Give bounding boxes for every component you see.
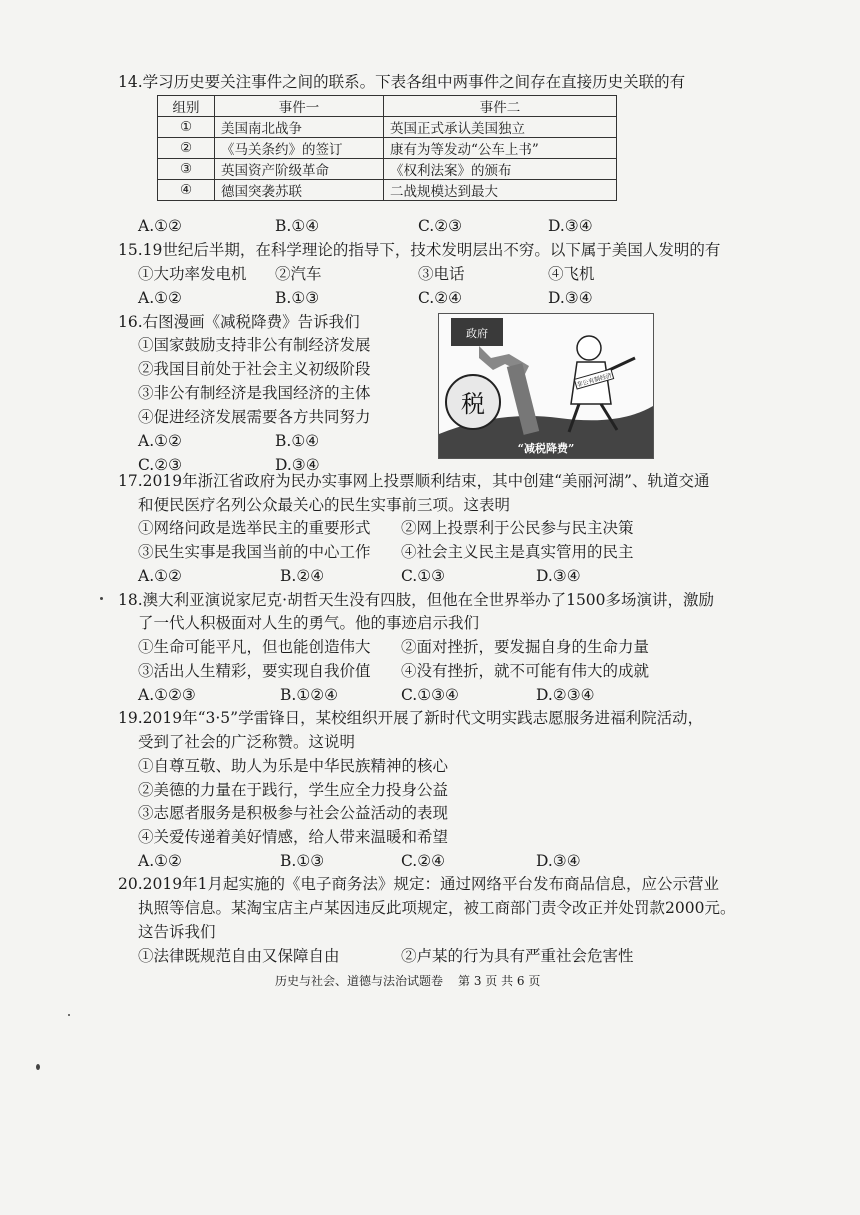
q15-item-2: ②汽车 — [275, 265, 322, 283]
table-cell: ① — [158, 117, 215, 138]
scan-speck — [68, 1014, 70, 1016]
q19-stem-line-2: 受到了社会的广泛称赞。这说明 — [138, 733, 356, 751]
q16-option-c: C.②③ — [138, 456, 183, 474]
cartoon-caption: “减税降费” — [517, 442, 575, 455]
table-header-group: 组别 — [158, 96, 215, 117]
q17-item-1: ①网络问政是选举民主的重要形式 — [138, 519, 371, 537]
q20-item-2: ②卢某的行为具有严重社会危害性 — [401, 947, 634, 965]
q15-option-c: C.②④ — [418, 289, 463, 307]
table-cell: 二战规模达到最大 — [384, 180, 617, 201]
q16-option-d: D.③④ — [275, 456, 320, 474]
footer-page-number: 第 3 页 共 6 页 — [458, 974, 541, 988]
scan-speck — [36, 1064, 40, 1070]
q19-option-b: B.①③ — [280, 852, 325, 870]
table-row — [158, 159, 617, 180]
q18-option-b: B.①②④ — [280, 686, 339, 704]
q18-item-3: ③活出人生精彩，要实现自我价值 — [138, 662, 371, 680]
table-cell: ④ — [158, 180, 215, 201]
table-cell: 德国突袭苏联 — [215, 180, 384, 201]
footer-subject: 历史与社会、道德与法治试题卷 — [275, 974, 444, 988]
q18-stem-line-1: 18.澳大利亚演说家尼克·胡哲天生没有四肢，但他在全世界举办了1500多场演讲，激励 — [118, 591, 715, 609]
q16-item-3: ③非公有制经济是我国经济的主体 — [138, 384, 371, 402]
q14-stem: 14.学习历史要关注事件之间的联系。下表各组中两事件之间存在直接历史关联的有 — [118, 73, 686, 91]
q19-stem-line-1: 19.2019年“3·5”学雷锋日，某校组织开展了新时代文明实践志愿服务进福利院活动， — [118, 709, 704, 727]
q17-option-a: A.①② — [138, 567, 182, 585]
q17-option-c: C.①③ — [401, 567, 446, 585]
q19-option-c: C.②④ — [401, 852, 446, 870]
q20-item-1: ①法律既规范自由又保障自由 — [138, 947, 340, 965]
table-row — [158, 117, 617, 138]
table-header-row — [158, 96, 617, 117]
q19-item-4: ④关爱传递着美好情感，给人带来温暖和希望 — [138, 828, 449, 846]
q17-stem-line-2: 和便民医疗名列公众最关心的民生实事前三项。这表明 — [138, 496, 511, 514]
q19-item-1: ①自尊互敬、助人为乐是中华民族精神的核心 — [138, 757, 449, 775]
q19-item-2: ②美德的力量在于践行，学生应全力投身公益 — [138, 781, 449, 799]
q20-stem-line-2: 执照等信息。某淘宝店主卢某因违反此项规定，被工商部门责令改正并处罚款2000元。 — [138, 899, 736, 917]
q15-stem: 15.19世纪后半期，在科学理论的指导下，技术发明层出不穷。以下属于美国人发明的有 — [118, 241, 721, 259]
q15-option-d: D.③④ — [548, 289, 593, 307]
q17-item-2: ②网上投票利于公民参与民主决策 — [401, 519, 634, 537]
q14-option-c: C.②③ — [418, 217, 463, 235]
q17-item-3: ③民生实事是我国当前的中心工作 — [138, 543, 371, 561]
tax-cut-cartoon — [438, 313, 654, 459]
table-header-event2: 事件二 — [384, 96, 617, 117]
q16-item-1: ①国家鼓励支持非公有制经济发展 — [138, 336, 371, 354]
table-cell: 《马关条约》的签订 — [215, 138, 384, 159]
q16-option-b: B.①④ — [275, 432, 320, 450]
cartoon-illustration — [439, 314, 653, 458]
q14-option-b: B.①④ — [275, 217, 320, 235]
table-cell: 英国正式承认美国独立 — [384, 117, 617, 138]
q17-option-d: D.③④ — [536, 567, 581, 585]
q16-item-2: ②我国目前处于社会主义初级阶段 — [138, 360, 371, 378]
q18-stem-line-2: 了一代人积极面对人生的勇气。他的事迹启示我们 — [138, 614, 480, 632]
q14-events-table — [157, 95, 617, 201]
q16-option-a: A.①② — [138, 432, 182, 450]
q14-option-a: A.①② — [138, 217, 182, 235]
table-cell: 英国资产阶级革命 — [215, 159, 384, 180]
q15-option-a: A.①② — [138, 289, 182, 307]
q16-stem: 16.右图漫画《减税降费》告诉我们 — [118, 313, 360, 331]
sash-text: 非公有制经济 — [576, 372, 613, 389]
q18-option-a: A.①②③ — [138, 686, 196, 704]
table-cell: ③ — [158, 159, 215, 180]
table-row — [158, 180, 617, 201]
q17-item-4: ④社会主义民主是真实管用的民主 — [401, 543, 634, 561]
q19-option-a: A.①② — [138, 852, 182, 870]
q15-item-1: ①大功率发电机 — [138, 265, 247, 283]
q18-option-c: C.①③④ — [401, 686, 459, 704]
q20-stem-line-3: 这告诉我们 — [138, 923, 216, 941]
table-cell: 美国南北战争 — [215, 117, 384, 138]
person-head-icon — [577, 336, 601, 360]
table-cell: 康有为等发动“公车上书” — [384, 138, 617, 159]
table-row — [158, 138, 617, 159]
table-cell: ② — [158, 138, 215, 159]
q15-item-4: ④飞机 — [548, 265, 595, 283]
q18-item-2: ②面对挫折，要发掘自身的生命力量 — [401, 638, 650, 656]
government-sign-text: 政府 — [466, 327, 488, 340]
q15-option-b: B.①③ — [275, 289, 320, 307]
q18-item-1: ①生命可能平凡，但也能创造伟大 — [138, 638, 371, 656]
q18-option-d: D.②③④ — [536, 686, 595, 704]
q19-option-d: D.③④ — [536, 852, 581, 870]
q14-option-d: D.③④ — [548, 217, 593, 235]
q18-item-4: ④没有挫折，就不可能有伟大的成就 — [401, 662, 650, 680]
q19-item-3: ③志愿者服务是积极参与社会公益活动的表现 — [138, 804, 449, 822]
q17-option-b: B.②④ — [280, 567, 325, 585]
table-header-event1: 事件一 — [215, 96, 384, 117]
table-cell: 《权利法案》的颁布 — [384, 159, 617, 180]
q16-item-4: ④促进经济发展需要各方共同努力 — [138, 408, 371, 426]
tax-character: 税 — [461, 390, 485, 418]
q15-item-3: ③电话 — [418, 265, 465, 283]
scan-speck — [100, 597, 103, 600]
q20-stem-line-1: 20.2019年1月起实施的《电子商务法》规定：通过网络平台发布商品信息，应公示营业 — [118, 875, 719, 893]
q17-stem-line-1: 17.2019年浙江省政府为民办实事网上投票顺利结束，其中创建“美丽河湖”、轨道交通 — [118, 472, 710, 490]
